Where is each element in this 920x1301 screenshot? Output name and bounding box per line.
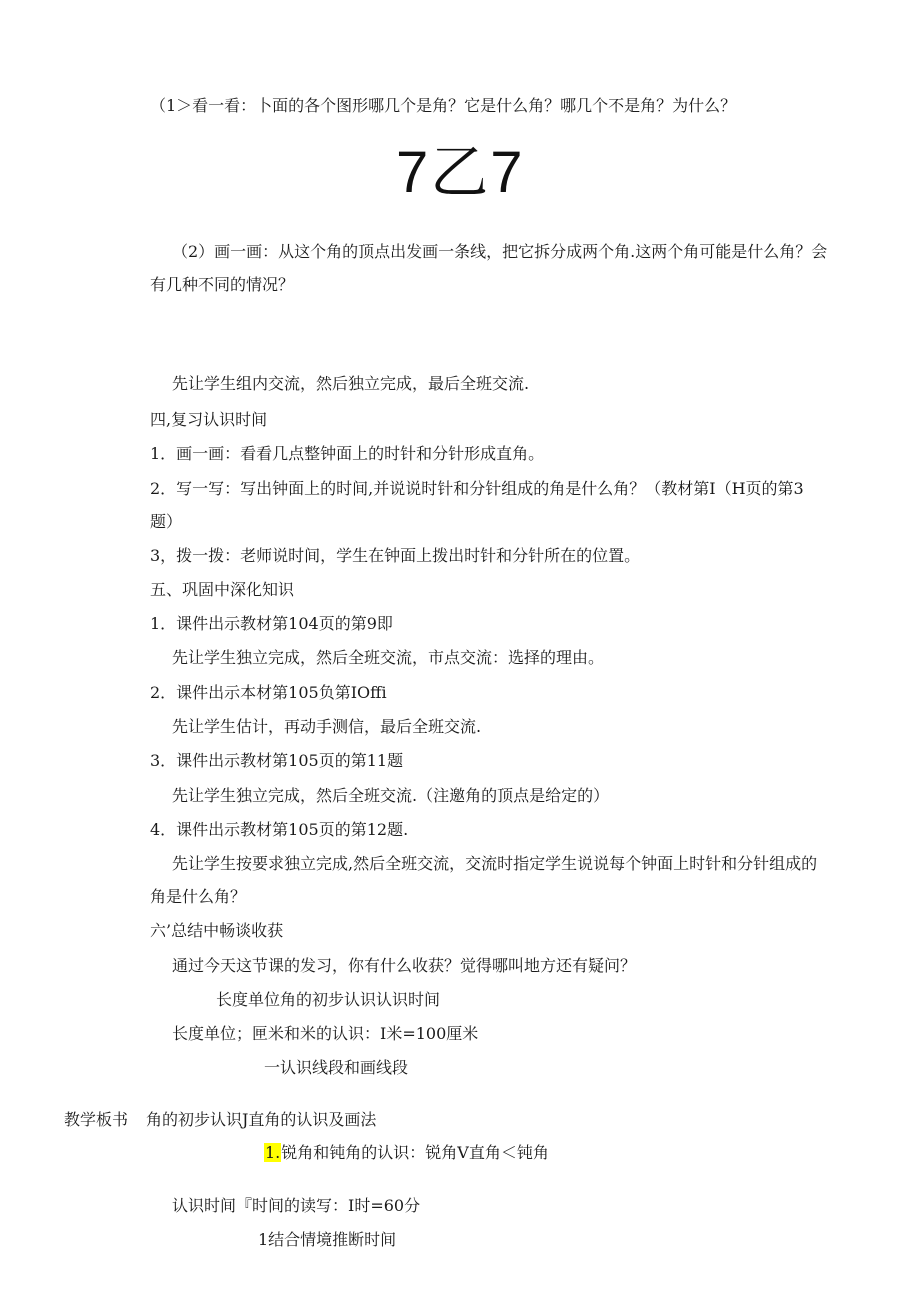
board-time-sub: 1结合情境推断时间: [258, 1230, 397, 1249]
section-4-item-2-line2: 题）: [150, 512, 183, 531]
section-5-item-2-note: 先让学生估计，再动手测信，最后全班交流.: [172, 717, 482, 736]
board-line-segment: 一认识线段和画线段: [264, 1058, 409, 1077]
angle-figures: 7乙7: [396, 140, 525, 205]
section-5-item-3-note: 先让学生独立完成，然后全班交流.（注邀角的顶点是给定的）: [172, 786, 610, 805]
board-length-unit: 长度单位；匣米和米的认识：I米=100厘米: [172, 1024, 479, 1043]
discussion-note: 先让学生组内交流，然后独立完成，最后全班交流.: [172, 374, 530, 393]
board-angle: 角的初步认识J直角的认识及画法: [146, 1110, 377, 1129]
question-2-line1: （2）画一画：从这个角的顶点出发画一条线，把它拆分成两个角.这两个角可能是什么角？会: [172, 242, 828, 261]
section-5-item-4-note-line2: 角是什么角？: [150, 887, 247, 906]
board-time: 认识时间『时间的读写：I时=60分: [172, 1196, 421, 1215]
board-heading: 长度单位角的初步认识认识时间: [216, 990, 441, 1009]
section-4-title: 四,复习认识时间: [150, 410, 268, 429]
question-2-line2: 有几种不同的情况？: [150, 275, 295, 294]
board-acute-obtuse-text: 锐角和钝角的认识：锐角V直角＜钝角: [281, 1143, 549, 1162]
section-4-item-2-line1: 2．写一写：写出钟面上的时间,并说说时针和分针组成的角是什么角？（教材第I（H页的第3: [150, 479, 804, 498]
section-5-item-4: 4．课件出示教材第105页的第12题.: [150, 820, 409, 839]
section-5-title: 五、巩固中深化知识: [150, 580, 295, 599]
question-1: （1＞看一看：卜面的各个图形哪几个是角？它是什么角？哪几个不是角？为什么？: [150, 96, 737, 115]
section-5-item-1-note: 先让学生独立完成，然后全班交流，市点交流：选择的理由。: [172, 648, 605, 667]
section-5-item-2: 2．课件出示本材第105负第IOffi: [150, 683, 387, 702]
section-4-item-1: 1．画一画：看看几点整钟面上的时针和分针形成直角。: [150, 444, 545, 463]
section-5-item-1: 1．课件出示教材第104页的第9即: [150, 614, 393, 633]
board-acute-obtuse: [264, 1143, 549, 1163]
highlight-marker: 1.: [265, 1143, 281, 1162]
section-6-title: 六’总结中畅谈收获: [150, 921, 284, 940]
section-4-item-3: 3，拨一拨：老师说时间，学生在钟面上拨出时针和分针所在的位置。: [150, 546, 641, 565]
section-5-item-4-note-line1: 先让学生按要求独立完成,然后全班交流，交流时指定学生说说每个钟面上时针和分针组成的: [172, 854, 818, 873]
section-5-item-3: 3．课件出示教材第105页的第11题: [150, 751, 404, 770]
section-6-text: 通过今天这节课的发习，你有什么收获？觉得哪叫地方还有疑问？: [172, 956, 637, 975]
board-label: 教学板书: [64, 1110, 129, 1129]
